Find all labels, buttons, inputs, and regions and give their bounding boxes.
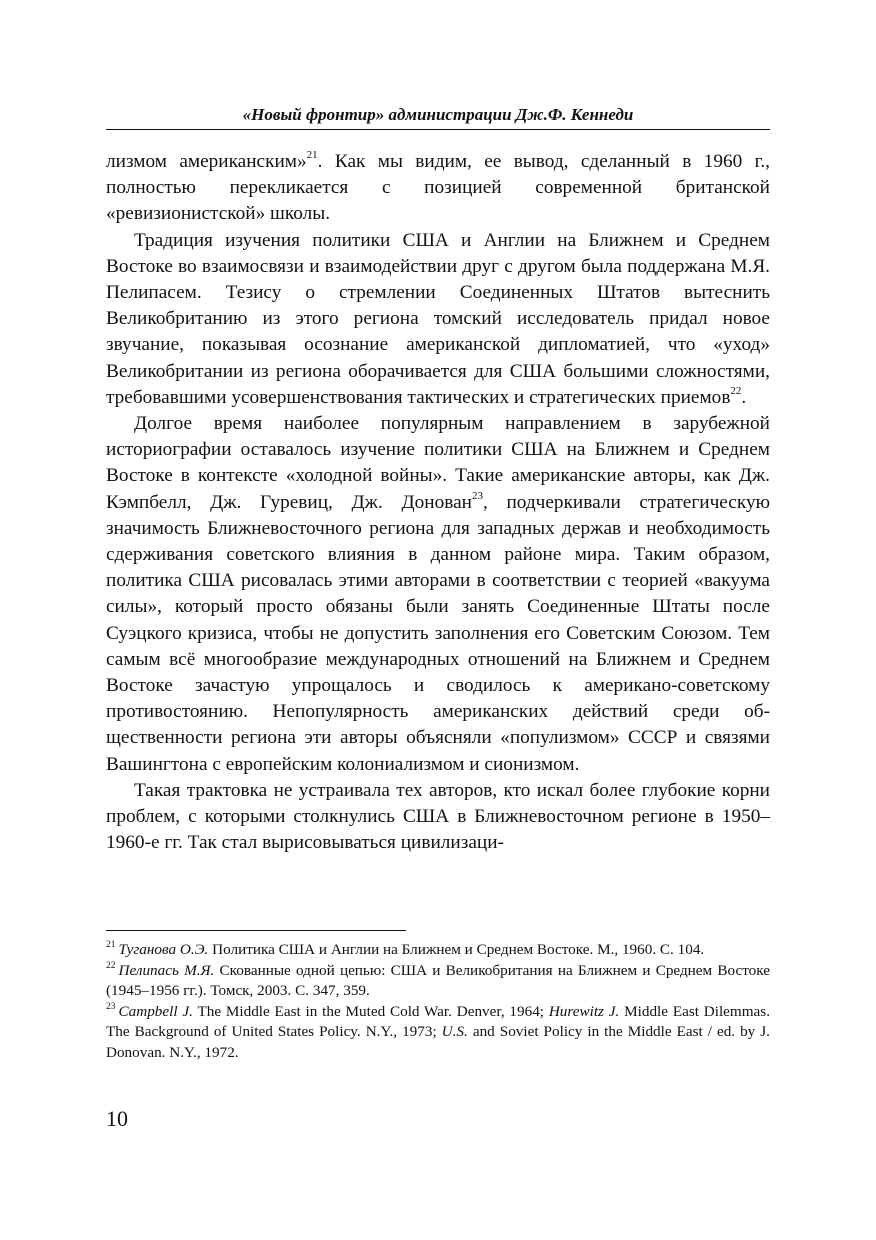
page-number: 10 (106, 1106, 128, 1131)
paragraph-3 (106, 411, 770, 778)
paragraph-2-text-b: . (741, 386, 747, 408)
footnote-23 (106, 1002, 770, 1064)
footnote-ref-23[interactable]: 23 (471, 489, 483, 502)
footnote-author-2: Hurewitz J. (548, 1002, 620, 1020)
header-rule (106, 129, 770, 130)
paragraph-2 (106, 228, 770, 411)
footnote-author-3: U.S. (441, 1023, 468, 1041)
footnote-text: Политика США и Англии на Ближнем и Среднем Востоке. М., 1960. С. 104. (208, 941, 705, 958)
footnote-separator (106, 930, 406, 931)
paragraph-4 (106, 778, 770, 857)
footnote-number: 22 (106, 960, 116, 971)
footnote-text-2: Middle East Dilemmas. The Background of United States Policy. N.Y., 1973; (106, 1002, 771, 1041)
paragraph-1 (106, 149, 770, 228)
paragraph-4-text-a: Такая трактовка не устраивала тех авторов, кто искал более глубокие корни проблем, с которыми столкнулись США в Ближневосточном регионе в 1950–1960-е гг. Так стал вырисовываться цивилизаци- (106, 779, 770, 854)
footnote-ref-21[interactable]: 21 (306, 149, 318, 161)
main-text (106, 149, 770, 856)
footnote-number: 23 (106, 1001, 116, 1012)
footnote-ref-22[interactable]: 22 (730, 384, 742, 397)
paragraph-1-text-a: лизмом американским» (106, 151, 307, 172)
paragraph-3-text-b: , подчеркивали стратегическую значимость Ближневосточного региона для западных держав и необходимость сдерживания советского влияния в данном районе мира. Таким образом, политика США рисовалась этими авторами в соответствии с теорией «вакуума силы», который просто обязаны были занять Соединенные Штаты после Суэцкого кризиса, чтобы не допустить заполнения его Советским Союзом. Тем самым всё многообразие международных отношений на Ближнем и Среднем Востоке зачастую упрощалось и сводилось к американо-советскому противостоянию. Непопулярность американских действий среди общественности региона эти авторы объясняли «популизмом» СССР и связями Вашингтона с европейским колониализмом и сионизмом. (106, 491, 770, 775)
footnote-21 (106, 940, 770, 961)
footnote-text: The Middle East in the Muted Cold War. Denver, 1964; (192, 1002, 549, 1020)
paragraph-2-text-a: Традиция изучения политики США и Англии на Ближнем и Среднем Востоке во взаимосвязи и взаимодействии друг с другом была поддержана М.Я. Пелипасем. Тезису о стремлении Соединенных Штатов вытеснить Великобританию из этого региона томский исследователь придал новое звучание, показывая осознание американской дипломатией, что «уход» Великобритании из региона оборачивается для США большими сложностями, требовавшими усовершенствования тактических и стратегических приемов (106, 229, 770, 408)
footnote-22 (106, 961, 770, 1002)
paragraph-3-text-a: Долгое время наиболее популярным направлением в зарубежной историографии оставалось изучение политики США на Ближнем и Среднем Востоке в контексте «холодной войны». Такие американские авторы, как Дж. Кэмпбелл, Дж. Гуревиц, Дж. Донован (106, 413, 770, 513)
footnote-number: 21 (106, 940, 116, 950)
running-header-title: «Новый фронтир» администрации Дж.Ф. Кеннеди (242, 105, 634, 124)
footnote-text-3: and Soviet Policy in the Middle East / ed. by J. Donovan. N.Y., 1972. (106, 1023, 770, 1061)
footnote-author: Туганова О.Э. (118, 941, 209, 958)
footnote-author: Пелипась М.Я. (118, 961, 215, 979)
footnote-author: Campbell J. (118, 1002, 193, 1020)
footnotes (106, 940, 770, 1064)
footnote-text: Скованные одной цепью: США и Великобритания на Ближнем и Среднем Востоке (1945–1956 гг.). Томск, 2003. С. 347, 359. (106, 961, 770, 1000)
paragraph-1-text-b: . Как мы видим, ее вывод, сделанный в 1960 г., полностью перекликается с позицией современной британской «ревизионистской» школы. (106, 151, 770, 225)
